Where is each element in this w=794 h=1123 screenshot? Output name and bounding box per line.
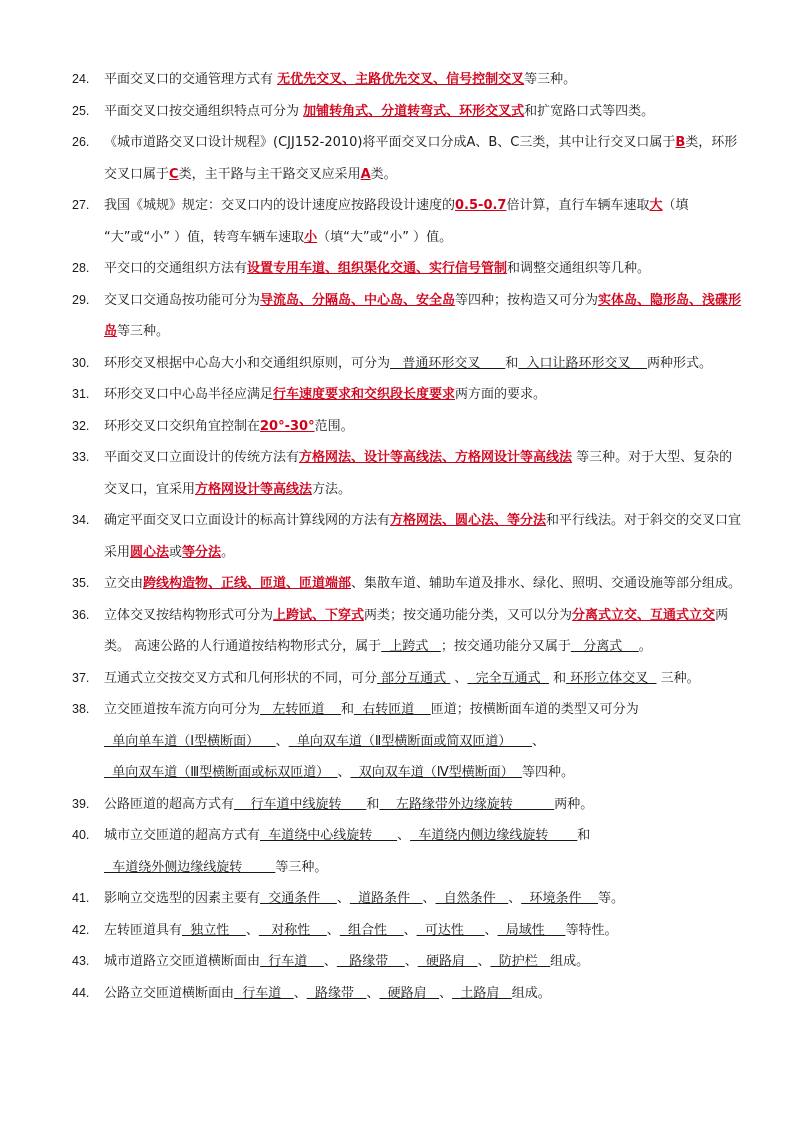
question-fragment: 、集散车道、辅助车道及排水、绿化、照明、交通设施等部分组成。: [351, 576, 742, 591]
question-fragment: 两类；按交通功能分类，又可以分为: [364, 607, 573, 623]
question-text: [104, 883, 742, 915]
answer-text: 无优先交叉、主路优先交叉、信号控制交叉: [277, 72, 525, 87]
answer-text: B: [675, 135, 686, 150]
question-item: [72, 253, 742, 285]
question-fragment: （填 “大”或“小” ）值，转弯车辆车速取: [104, 198, 689, 245]
question-number: 30.: [72, 355, 90, 370]
question-number: 26.: [72, 135, 90, 149]
question-fragment: 平面交叉口立面设计的传统方法有: [104, 450, 300, 465]
question-list: [72, 64, 742, 1009]
question-fragment: 影响立交选型的因素主要有: [104, 891, 261, 906]
answer-blank: 完全互通式: [467, 670, 549, 686]
answer-blank: 单向单车道（Ⅰ型横断面）: [104, 733, 276, 749]
answer-text: 20°-30°: [260, 418, 315, 434]
question-text: [104, 820, 742, 883]
question-fragment: 平面交叉口按交通组织特点可分为: [104, 103, 304, 119]
question-fragment: 城市立交匝道的超高方式有: [104, 828, 261, 843]
question-fragment: 左转匝道具有: [104, 922, 183, 938]
question-item: [72, 442, 742, 505]
question-number: 41.: [72, 891, 90, 905]
answer-blank: 环境条件: [521, 891, 598, 906]
question-fragment: 、: [366, 985, 380, 1001]
answer-text: 圆心法: [130, 544, 170, 560]
question-fragment: 。: [221, 544, 235, 560]
question-fragment: 两类。 高速公路的人行通道按结构物形式分，属于: [104, 607, 729, 654]
answer-text: A: [360, 166, 371, 182]
question-fragment: 、: [477, 954, 491, 969]
question-item: [72, 820, 742, 883]
question-fragment: 环形交叉口交织角宜控制在: [104, 418, 261, 434]
question-item: [72, 694, 742, 789]
question-fragment: 我国《城规》规定：交叉口内的设计速度应按路段设计速度的: [104, 198, 456, 213]
answer-text: 大: [649, 198, 663, 213]
question-item: [72, 505, 742, 568]
question-text: [104, 915, 742, 947]
question-text: [104, 64, 742, 96]
question-fragment: 平交口的交通组织方法有: [104, 261, 248, 276]
question-fragment: 等三种。: [275, 859, 328, 875]
question-fragment: 范围。: [314, 418, 354, 434]
answer-blank: 土路肩: [452, 985, 512, 1001]
question-fragment: 立交由: [104, 576, 144, 591]
question-number: 37.: [72, 670, 90, 685]
answer-text: 行车速度要求和交织段长度要求: [273, 387, 456, 402]
question-item: [72, 883, 742, 915]
question-fragment: 类，环形交叉口属于: [104, 135, 738, 182]
answer-blank: 对称性: [258, 922, 327, 938]
answer-blank: 入口让路环形交叉: [518, 355, 648, 371]
answer-blank: 车道绕外侧边缘线旋转: [104, 859, 276, 875]
question-fragment: 、: [439, 985, 453, 1001]
question-number: 27.: [72, 198, 90, 212]
question-fragment: 、: [403, 922, 417, 938]
answer-blank: 硬路肩: [417, 954, 478, 969]
question-fragment: 和调整交通组织等几种。: [507, 261, 651, 276]
question-text: [104, 789, 742, 821]
question-text: [104, 253, 742, 285]
question-fragment: 和: [366, 796, 380, 812]
question-fragment: 。: [638, 639, 652, 654]
question-fragment: 公路立交匝道横断面由: [104, 985, 235, 1001]
question-number: 44.: [72, 985, 90, 1000]
question-fragment: 、: [422, 891, 436, 906]
question-fragment: 和: [577, 828, 591, 843]
question-item: [72, 64, 742, 96]
question-number: 32.: [72, 418, 90, 433]
question-fragment: 立交匝道按车流方向可分为: [104, 702, 261, 717]
question-fragment: 、: [397, 828, 411, 843]
question-fragment: 城市道路立交匝道横断面由: [104, 954, 261, 969]
question-fragment: 立体交叉按结构物形式可分为: [104, 607, 274, 623]
question-item: [72, 978, 742, 1010]
question-fragment: 、: [326, 922, 340, 938]
question-text: [104, 190, 742, 253]
answer-blank: 部分互通式: [377, 670, 451, 686]
question-text: [104, 978, 742, 1010]
question-item: [72, 568, 742, 600]
answer-blank: 左路缘带外边缘旋转: [379, 796, 555, 812]
question-number: 29.: [72, 292, 90, 307]
question-fragment: 《城市道路交叉口设计规程》(CJJ152-2010)将平面交叉口分成A、B、C三类，其中让行交叉口属于: [104, 135, 676, 150]
question-text: [104, 127, 742, 190]
answer-blank: 局域性: [497, 922, 566, 938]
question-fragment: 、: [450, 670, 468, 686]
question-fragment: 、: [531, 733, 545, 749]
question-number: 35.: [72, 576, 90, 590]
question-fragment: 类。: [370, 166, 397, 182]
answer-text: 上跨试、下穿式: [273, 607, 365, 623]
question-number: 25.: [72, 103, 90, 118]
answer-blank: 可达性: [416, 922, 485, 938]
answer-blank: 车道绕内侧边缘线旋转: [410, 828, 578, 843]
question-number: 31.: [72, 387, 90, 401]
question-fragment: 等四种；按构造又可分为: [455, 292, 599, 308]
question-fragment: 两种形式。: [647, 355, 713, 371]
question-number: 43.: [72, 954, 90, 968]
question-fragment: 、: [336, 891, 350, 906]
question-number: 42.: [72, 922, 90, 937]
answer-blank: 分离式: [570, 639, 639, 654]
question-number: 24.: [72, 72, 90, 86]
question-fragment: 组成。: [511, 985, 551, 1001]
question-fragment: 公路匝道的超高方式有: [104, 796, 235, 812]
question-fragment: 和: [505, 355, 519, 371]
question-number: 28.: [72, 261, 90, 275]
question-item: [72, 915, 742, 947]
question-fragment: 等。: [598, 891, 625, 906]
answer-blank: 单向双车道（Ⅱ型横断面或简双匝道）: [288, 733, 532, 749]
question-fragment: 倍计算，直行车辆车速取: [506, 198, 650, 213]
answer-blank: 右转匝道: [353, 702, 431, 717]
question-text: [104, 505, 742, 568]
question-item: [72, 127, 742, 190]
answer-text: 实体岛、隐形岛、浅碟形岛: [104, 292, 742, 339]
question-fragment: 平面交叉口的交通管理方式有: [104, 72, 278, 87]
question-number: 33.: [72, 450, 90, 464]
question-fragment: 组成。: [550, 954, 590, 969]
question-fragment: 、: [337, 765, 351, 780]
question-fragment: 匝道；按横断面车道的类型又可分为: [430, 702, 639, 717]
answer-blank: 行车道: [234, 985, 294, 1001]
question-text: [104, 442, 742, 505]
answer-blank: 组合性: [339, 922, 404, 938]
question-fragment: 等三种。: [117, 324, 170, 339]
answer-blank: 防护栏: [490, 954, 551, 969]
answer-blank: 上跨式: [381, 639, 441, 654]
question-fragment: 和平行线法。对于斜交的交叉口宜采用: [104, 513, 742, 560]
answer-text: 分离式立交、互通式立交: [572, 607, 716, 623]
answer-text: 方格网设计等高线法: [195, 481, 313, 497]
question-text: [104, 411, 742, 443]
question-fragment: 、: [404, 954, 418, 969]
question-fragment: 和: [548, 670, 567, 686]
answer-blank: 行车道中线旋转: [234, 796, 367, 812]
answer-blank: 左转匝道: [260, 702, 341, 717]
question-fragment: 、: [245, 922, 259, 938]
question-text: [104, 348, 742, 380]
question-fragment: 类，主干路与主干路交叉应采用: [178, 166, 361, 182]
question-fragment: ；按交通功能分又属于: [440, 639, 571, 654]
question-number: 39.: [72, 796, 90, 811]
question-fragment: 两方面的要求。: [455, 387, 547, 402]
question-item: [72, 789, 742, 821]
answer-text: 设置专用车道、组织渠化交通、实行信号管制: [247, 261, 508, 276]
question-fragment: 等四种。: [522, 765, 575, 780]
answer-text: C: [169, 166, 179, 182]
question-text: [104, 600, 742, 663]
answer-text: 小: [304, 229, 318, 245]
question-fragment: 、: [293, 985, 307, 1001]
question-fragment: 互通式立交按交叉方式和几何形状的不同，可分: [104, 670, 378, 686]
question-fragment: 环形交叉根据中心岛大小和交通组织原则，可分为: [104, 355, 391, 371]
answer-blank: 道路条件: [349, 891, 423, 906]
question-text: [104, 568, 742, 600]
question-fragment: 、: [508, 891, 522, 906]
answer-text: 等分法: [182, 544, 222, 560]
question-item: [72, 285, 742, 348]
answer-blank: 环形立体交叉: [566, 670, 657, 686]
answer-blank: 硬路肩: [379, 985, 440, 1001]
question-text: [104, 663, 742, 695]
question-item: [72, 663, 742, 695]
question-fragment: 环形交叉口中心岛半径应满足: [104, 387, 274, 402]
question-text: [104, 96, 742, 128]
question-fragment: 等三种。对于大型、复杂的交叉口，宜采用: [104, 450, 733, 497]
answer-text: 跨线构造物、正线、匝道、匝道端部: [143, 576, 352, 591]
answer-text: 方格网法、设计等高线法、方格网设计等高线法: [299, 450, 573, 465]
question-item: [72, 600, 742, 663]
question-item: [72, 379, 742, 411]
question-text: [104, 946, 742, 978]
question-fragment: 、: [275, 733, 289, 749]
answer-blank: 自然条件: [435, 891, 509, 906]
question-fragment: （填“大”或“小” ）值。: [317, 229, 453, 245]
question-fragment: 交叉口交通岛按功能可分为: [104, 292, 261, 308]
answer-blank: 独立性: [182, 922, 246, 938]
question-fragment: 等特性。: [565, 922, 618, 938]
answer-text: 导流岛、分隔岛、中心岛、安全岛: [260, 292, 456, 308]
question-fragment: 等三种。: [524, 72, 577, 87]
answer-blank: 单向双车道（Ⅲ型横断面或标双匝道）: [104, 765, 338, 780]
question-text: [104, 379, 742, 411]
answer-text: 加铺转角式、分道转弯式、环形交叉式: [303, 103, 525, 119]
question-text: [104, 694, 742, 789]
question-number: 40.: [72, 828, 90, 842]
answer-text: 方格网法、圆心法、等分法: [390, 513, 547, 528]
question-text: [104, 285, 742, 348]
question-number: 38.: [72, 702, 90, 716]
question-item: [72, 411, 742, 443]
question-item: [72, 190, 742, 253]
answer-blank: 普通环形交叉: [390, 355, 506, 371]
answer-blank: 双向双车道（Ⅳ型横断面）: [350, 765, 523, 780]
question-fragment: 两种。: [554, 796, 594, 812]
question-fragment: 确定平面交叉口立面设计的标高计算线网的方法有: [104, 513, 391, 528]
answer-blank: 路缘带: [306, 985, 367, 1001]
question-fragment: 和扩宽路口式等四类。: [524, 103, 655, 119]
answer-blank: 车道绕中心线旋转: [260, 828, 398, 843]
question-number: 36.: [72, 607, 90, 622]
question-fragment: 或: [169, 544, 183, 560]
question-fragment: 和: [340, 702, 354, 717]
question-fragment: 方法。: [312, 481, 352, 497]
question-fragment: 、: [323, 954, 337, 969]
answer-blank: 路缘带: [336, 954, 405, 969]
question-number: 34.: [72, 513, 90, 527]
answer-blank: 行车道: [260, 954, 324, 969]
question-item: [72, 96, 742, 128]
question-item: [72, 946, 742, 978]
question-item: [72, 348, 742, 380]
question-fragment: 、: [484, 922, 498, 938]
answer-blank: 交通条件: [260, 891, 337, 906]
question-fragment: 三种。: [656, 670, 700, 686]
answer-text: 0.5-0.7: [455, 198, 507, 213]
